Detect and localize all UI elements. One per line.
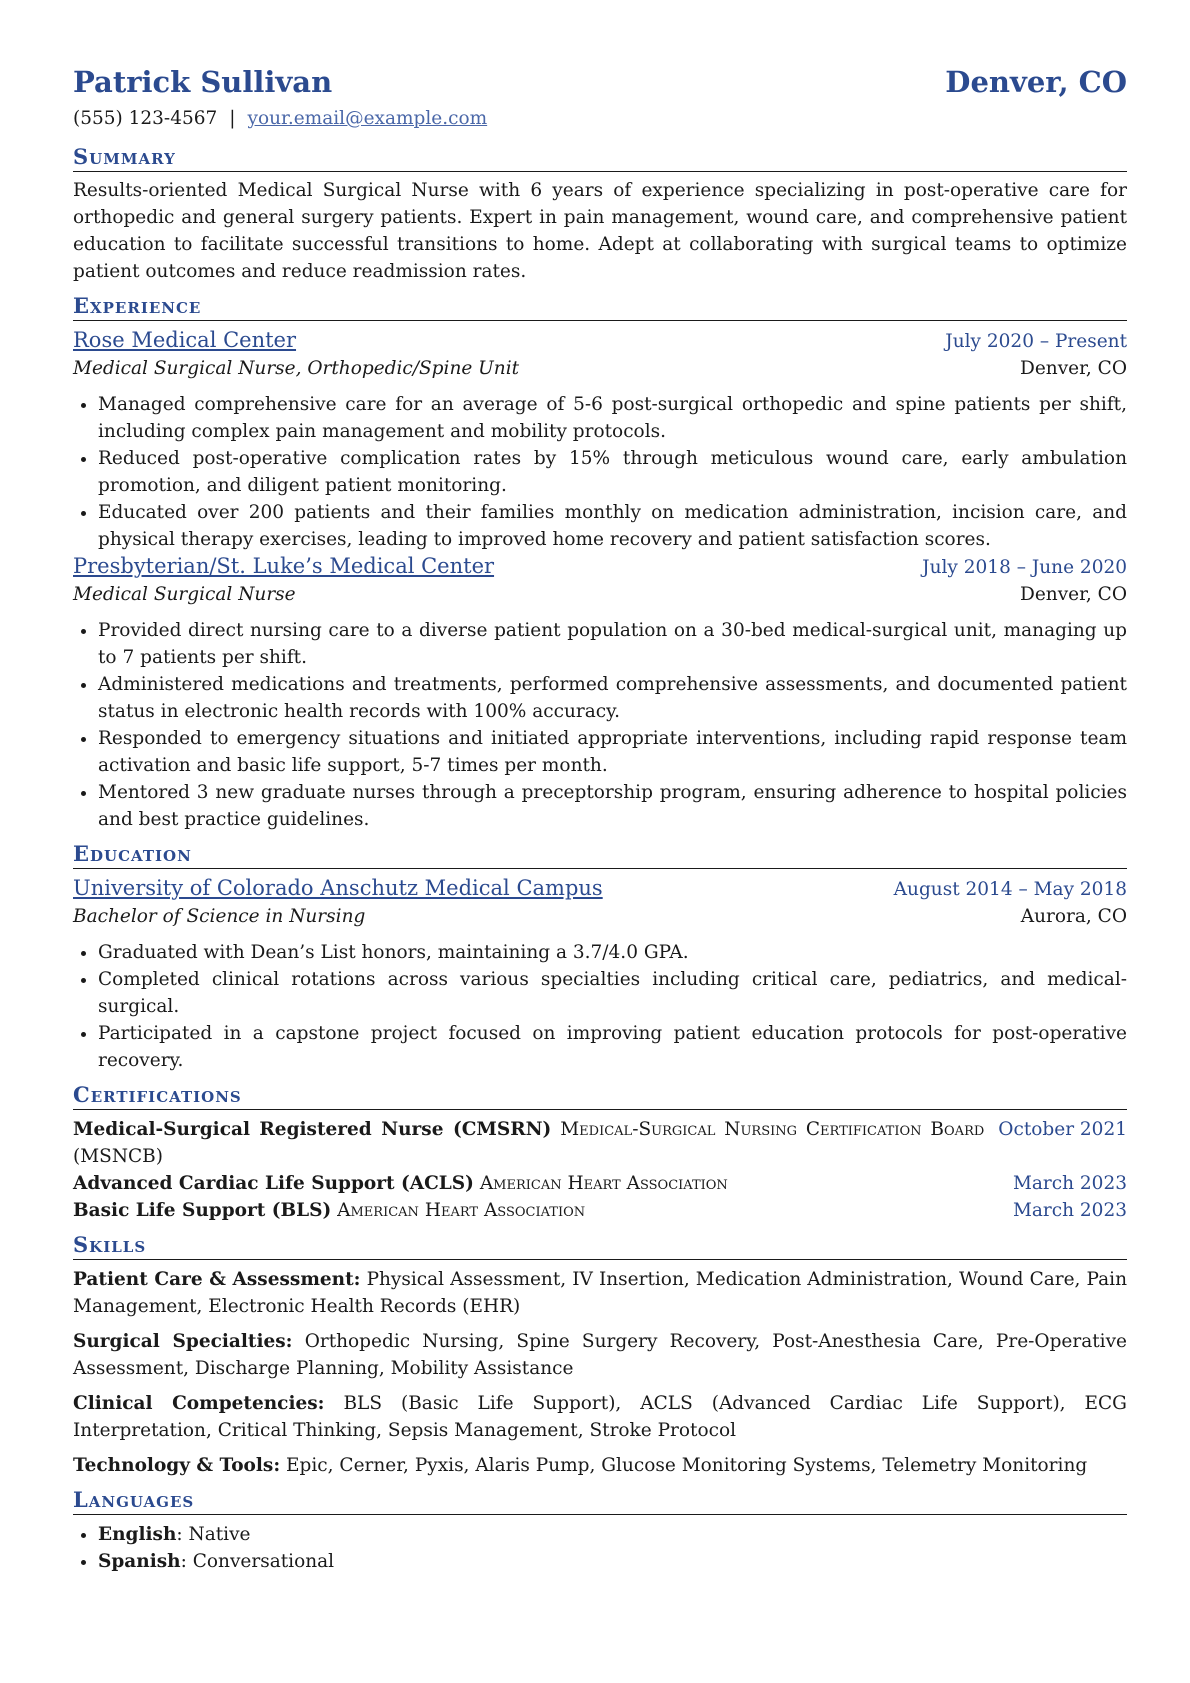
language-name: English — [98, 1524, 177, 1545]
certification-item — [73, 1116, 1127, 1170]
certification-item — [73, 1197, 1127, 1224]
certifications-list — [73, 1116, 1127, 1224]
certification-issuer: American Heart Association — [479, 1173, 728, 1194]
languages-list — [73, 1521, 1127, 1575]
job-bullets — [73, 617, 1127, 833]
skill-group — [73, 1328, 1127, 1382]
certification-issuer: American Heart Association — [337, 1200, 586, 1221]
resume-header — [73, 62, 1127, 102]
skill-label: Patient Care & Assessment: — [73, 1269, 361, 1290]
languages-heading: Languages — [73, 1485, 1127, 1515]
contact-line — [73, 105, 1127, 132]
skill-value: Epic, Cerner, Pyxis, Alaris Pump, Glucose Monitoring Systems, Telemetry Monitoring — [286, 1455, 1088, 1476]
language-level: : Native — [176, 1524, 251, 1545]
list-item: • Administered medications and treatments, performed comprehensive assessments, and documented patient status in electronic health records with 100% accuracy. — [98, 671, 1127, 725]
skill-value: Physical Assessment, IV Insertion, Medication Administration, Wound Care, Pain Management, Electronic Health Records (EHR) — [73, 1269, 1127, 1317]
list-item — [98, 1521, 1127, 1548]
skills-heading: Skills — [73, 1230, 1127, 1260]
summary-text: Results-oriented Medical Surgical Nurse with 6 years of experience specializing in post-operative care for orthopedic and general surgery patients. Expert in pain management, wound care, and comprehensive patient education to facilitate successful transitions to home. Adept at collaborating with surgical teams to optimize patient outcomes and reduce readmission rates. — [73, 180, 1127, 282]
summary-heading: Summary — [73, 142, 1127, 172]
skill-group — [73, 1390, 1127, 1444]
language-name: Spanish — [98, 1551, 181, 1572]
certifications-heading: Certifications — [73, 1080, 1127, 1110]
certification-name: Basic Life Support (BLS) — [73, 1200, 332, 1221]
language-level: : Conversational — [180, 1551, 335, 1572]
job-bullets — [73, 391, 1127, 553]
list-item: • Reduced post-operative complication rates by 15% through meticulous wound care, early ambulation promotion, and diligent patient monitoring. — [98, 445, 1127, 499]
job-entry — [73, 553, 1127, 833]
job-dates: July 2018 – June 2020 — [922, 557, 1127, 578]
certification-name: Medical-Surgical Registered Nurse (CMSRN) — [73, 1119, 552, 1140]
certification-name: Advanced Cardiac Life Support (ACLS) — [73, 1173, 474, 1194]
list-item: • Managed comprehensive care for an average of 5-6 post-surgical orthopedic and spine patients per shift, including complex pain management and mobility protocols. — [98, 391, 1127, 445]
list-item: • Participated in a capstone project focused on improving patient education protocols for post-operative recovery. — [98, 1020, 1127, 1074]
education-entry — [73, 875, 1127, 1074]
candidate-location: Denver, CO — [945, 65, 1127, 99]
certification-date: March 2023 — [1012, 1200, 1127, 1221]
skill-value: Orthopedic Nursing, Spine Surgery Recovery, Post-Anesthesia Care, Pre-Operative Assessment, Discharge Planning, Mobility Assistance — [73, 1331, 1128, 1379]
school-name[interactable]: University of Colorado Anschutz Medical Campus — [73, 876, 603, 900]
degree: Bachelor of Science in Nursing — [73, 906, 366, 927]
skill-label: Technology & Tools: — [73, 1455, 281, 1476]
education-bullets — [73, 939, 1127, 1074]
list-item: • Educated over 200 patients and their families monthly on medication administration, incision care, and physical therapy exercises, leading to improved home recovery and patient satisfaction scores. — [98, 499, 1127, 553]
skill-value: BLS (Basic Life Support), ACLS (Advanced Cardiac Life Support), ECG Interpretation, Critical Thinking, Sepsis Management, Stroke Protocol — [73, 1393, 1127, 1441]
phone-number: (555) 123-4567 — [73, 108, 218, 129]
skill-label: Clinical Competencies: — [73, 1393, 325, 1414]
job-location: Denver, CO — [1020, 358, 1127, 379]
resume-page — [73, 62, 1127, 1575]
job-role: Medical Surgical Nurse, Orthopedic/Spine Unit — [73, 358, 520, 379]
certification-date: March 2023 — [1012, 1173, 1127, 1194]
job-role: Medical Surgical Nurse — [73, 584, 296, 605]
education-dates: August 2014 – May 2018 — [893, 879, 1127, 900]
skill-group — [73, 1452, 1127, 1479]
skill-group — [73, 1266, 1127, 1320]
school-location: Aurora, CO — [1020, 906, 1127, 927]
candidate-name: Patrick Sullivan — [73, 65, 333, 99]
experience-heading: Experience — [73, 291, 1127, 321]
list-item: • Graduated with Dean’s List honors, maintaining a 3.7/4.0 GPA. — [98, 939, 1127, 966]
list-item: • Provided direct nursing care to a diverse patient population on a 30-bed medical-surgical unit, managing up to 7 patients per shift. — [98, 617, 1127, 671]
list-item: • Responded to emergency situations and initiated appropriate interventions, including rapid response team activation and basic life support, 5-7 times per month. — [98, 725, 1127, 779]
skills-list — [73, 1266, 1127, 1479]
job-organization[interactable]: Rose Medical Center — [73, 328, 297, 352]
job-entry — [73, 327, 1127, 553]
list-item — [98, 1548, 1127, 1575]
list-item: • Completed clinical rotations across various specialties including critical care, pediatrics, and medical-surgical. — [98, 966, 1127, 1020]
certification-issuer: Medical-Surgical Nursing Certification Board (MSNCB) — [73, 1119, 985, 1167]
job-dates: July 2020 – Present — [945, 331, 1127, 352]
contact-separator: | — [229, 108, 236, 129]
certification-item — [73, 1170, 1127, 1197]
job-organization[interactable]: Presbyterian/St. Luke’s Medical Center — [73, 554, 495, 578]
skill-label: Surgical Specialties: — [73, 1331, 293, 1352]
job-location: Denver, CO — [1020, 584, 1127, 605]
list-item: • Mentored 3 new graduate nurses through a preceptorship program, ensuring adherence to hospital policies and best practice guidelines. — [98, 779, 1127, 833]
certification-date: October 2021 — [998, 1119, 1127, 1140]
education-heading: Education — [73, 839, 1127, 869]
email-link[interactable]: your.email@example.com — [247, 108, 488, 129]
